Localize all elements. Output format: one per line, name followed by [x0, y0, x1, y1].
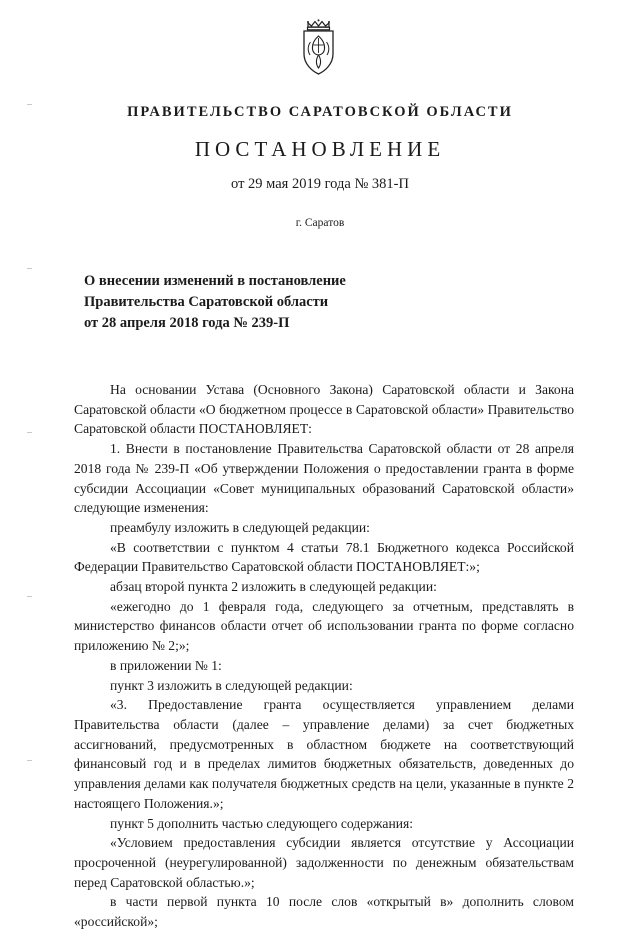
body-paragraph: 1. Внести в постановление Правительства Саратовской области от 28 апреля 2018 года № 239-П «Об утверждении Положения о предоставлении гранта в форме субсидии Ассоциации «Совет муниципальных образований Саратовской области» следующие изменения:	[74, 441, 574, 516]
document-number: от 29 мая 2019 года № 381-П	[231, 176, 409, 192]
body-paragraph: абзац второй пункта 2 изложить в следующей редакции:	[110, 579, 437, 595]
document-title-line-1: О внесении изменений в постановление	[84, 273, 346, 289]
city-name: г. Саратов	[295, 217, 345, 229]
body-paragraph: «В соответствии с пунктом 4 статьи 78.1 Бюджетного кодекса Российской Федерации Правительство Саратовской области ПОСТАНОВЛЯЕТ:»;	[74, 539, 574, 575]
document-body	[0, 380, 640, 932]
body-paragraph: «ежегодно до 1 февраля года, следующего за отчетным, представлять в министерство финансов области отчет об использовании гранта по форме согласно приложению № 2;»;	[74, 598, 574, 654]
margin-mark	[27, 760, 32, 761]
coat-of-arms-icon	[0, 0, 640, 92]
body-paragraph: пункт 5 дополнить частью следующего содержания:	[110, 815, 414, 831]
document-title-line-3: от 28 апреля 2018 года № 239-П	[84, 315, 290, 332]
document-type: ПОСТАНОВЛЕНИЕ	[194, 137, 446, 161]
document-title	[0, 271, 640, 334]
margin-mark	[27, 268, 32, 269]
body-paragraph: в приложении № 1:	[110, 657, 222, 673]
body-paragraph: «3. Предоставление гранта осуществляется управлением делами Правительства области (далее – управление делами) за счет бюджетных ассигнований, предусмотренных в областном бюджете на соответствующий финансовый год и в пределах лимитов бюджетных обязательств, доведенных до управления делами как получателя бюджетных средств на цели, указанные в пункте 2 настоящего Положения.»;	[74, 697, 574, 811]
document-title-line-2: Правительства Саратовской области	[84, 294, 329, 311]
margin-mark	[27, 596, 32, 597]
margin-mark	[27, 104, 32, 105]
body-paragraph: «Условием предоставления субсидии является отсутствие у Ассоциации просроченной (неурегулированной) задолженности по денежным обязательствам перед Саратовской областью.»;	[74, 835, 574, 890]
margin-mark	[27, 432, 32, 433]
body-paragraph: пункт 3 изложить в следующей редакции:	[110, 677, 353, 693]
body-paragraph: На основании Устава (Основного Закона) Саратовской области и Закона Саратовской области «О бюджетном процессе в Саратовской области» Правительство Саратовской области ПОСТАНОВЛЯЕТ:	[74, 382, 574, 437]
organization-name: ПРАВИТЕЛЬСТВО САРАТОВСКОЙ ОБЛАСТИ	[127, 104, 513, 120]
body-paragraph: в части первой пункта 10 после слов «открытый в» дополнить словом «российской»;	[74, 894, 574, 930]
body-paragraph: преамбулу изложить в следующей редакции:	[110, 519, 370, 535]
